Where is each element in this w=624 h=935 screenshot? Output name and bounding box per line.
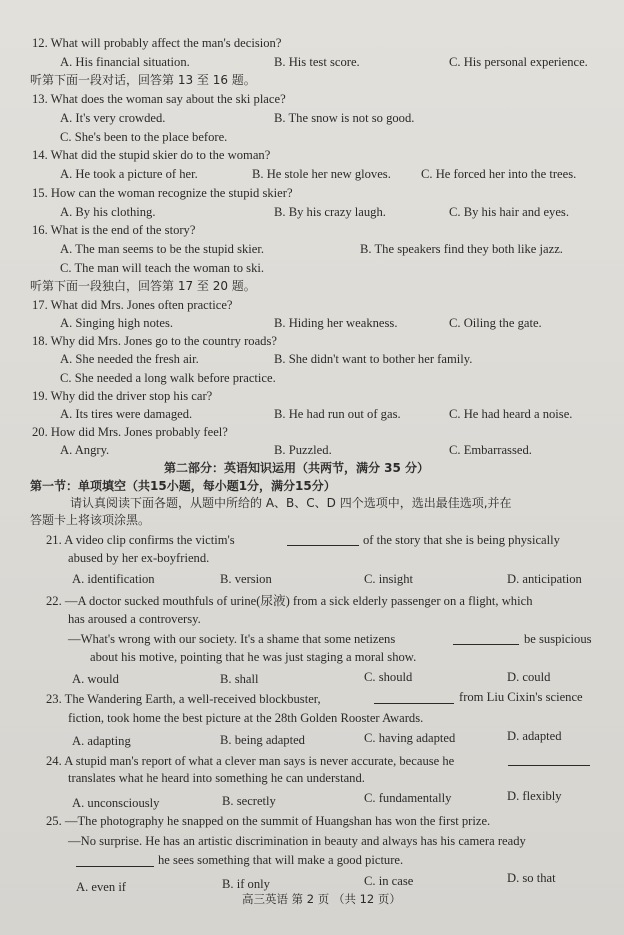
text-line-q21l1b: of the story that she is being physically: [363, 533, 560, 547]
text-line-q17a: A. Singing high notes.: [60, 316, 173, 330]
answer-blank-24: [508, 754, 590, 766]
text-line-q25l1: 25. —The photography he snapped on the summit of Huangshan has won the first prize.: [46, 814, 491, 828]
text-line-q23c: C. having adapted: [364, 731, 456, 745]
text-line-q23d: D. adapted: [507, 729, 562, 743]
text-line-q20b: B. Puzzled.: [274, 443, 332, 457]
text-line-q16: 16. What is the end of the story?: [32, 223, 196, 237]
text-line-q19c: C. He had heard a noise.: [449, 407, 573, 421]
text-line-q25l2: —No surprise. He has an artistic discrimination in beauty and always has his camera ready: [68, 834, 526, 848]
text-line-sec1: 第一节：单项填空（共15小题，每小题1分，满分15分）: [30, 479, 336, 493]
text-line-q13b: B. The snow is not so good.: [274, 111, 415, 125]
text-line-q22c: C. should: [364, 670, 413, 684]
text-line-q14b: B. He stole her new gloves.: [252, 167, 391, 181]
text-line-q22l3b: be suspicious: [524, 632, 592, 646]
text-line-q22l1: 22. —A doctor sucked mouthfuls of urine(尿液) from a sick elderly passenger on a flight, which: [46, 594, 533, 608]
text-line-q19b: B. He had run out of gas.: [274, 407, 401, 421]
text-line-q12b: B. His test score.: [274, 55, 360, 69]
text-line-instr1: 请认真阅读下面各题，从题中所给的 A、B、C、D 四个选项中，选出最佳选项,并在: [70, 496, 512, 510]
text-line-q13: 13. What does the woman say about the ski place?: [32, 92, 286, 106]
text-line-q20a: A. Angry.: [60, 443, 110, 457]
text-line-q15: 15. How can the woman recognize the stupid skier?: [32, 186, 293, 200]
text-line-q15b: B. By his crazy laugh.: [274, 205, 386, 219]
text-line-q21l2: abused by her ex-boyfriend.: [68, 551, 210, 565]
answer-blank-22: [453, 633, 519, 645]
text-line-q12c: C. His personal experience.: [449, 55, 588, 69]
answer-blank-23: [374, 692, 454, 704]
text-line-q24a: A. unconsciously: [72, 796, 160, 810]
text-line-d17: 听第下面一段独白，回答第 17 至 20 题。: [30, 279, 256, 293]
text-line-q22l4: about his motive, pointing that he was just staging a moral show.: [90, 650, 417, 664]
text-line-q25l3: he sees something that will make a good picture.: [158, 853, 404, 867]
text-line-q20: 20. How did Mrs. Jones probably feel?: [32, 425, 228, 439]
text-line-q18: 18. Why did Mrs. Jones go to the country roads?: [32, 334, 277, 348]
text-line-q12a: A. His financial situation.: [60, 55, 190, 69]
text-line-q22l3a: —What's wrong with our society. It's a shame that some netizens: [68, 632, 396, 646]
text-line-q21b: B. version: [220, 572, 272, 586]
text-line-q14a: A. He took a picture of her.: [60, 167, 198, 181]
text-line-q22a: A. would: [72, 672, 119, 686]
text-line-q24c: C. fundamentally: [364, 791, 452, 805]
text-line-q21c: C. insight: [364, 572, 413, 586]
text-line-q24d: D. flexibly: [507, 789, 562, 803]
text-line-q15c: C. By his hair and eyes.: [449, 205, 569, 219]
text-line-q18c: C. She needed a long walk before practice.: [60, 371, 276, 385]
text-line-q15a: A. By his clothing.: [60, 205, 156, 219]
text-line-q13a: A. It's very crowded.: [60, 111, 166, 125]
text-line-q25c: C. in case: [364, 874, 414, 888]
text-line-q24l1a: 24. A stupid man's report of what a clever man says is never accurate, because he: [46, 754, 455, 768]
text-line-q25b: B. if only: [222, 877, 270, 891]
text-line-q20c: C. Embarrassed.: [449, 443, 532, 457]
text-line-q16a: A. The man seems to be the stupid skier.: [60, 242, 265, 256]
text-line-instr2: 答题卡上将该项涂黑。: [30, 513, 151, 527]
text-line-q23l2: fiction, took home the best picture at the 28th Golden Rooster Awards.: [68, 711, 424, 725]
text-line-q12: 12. What will probably affect the man's decision?: [32, 36, 282, 50]
text-line-q19: 19. Why did the driver stop his car?: [32, 389, 213, 403]
text-line-q17c: C. Oiling the gate.: [449, 316, 542, 330]
text-line-q14: 14. What did the stupid skier do to the woman?: [32, 148, 271, 162]
text-line-q18a: A. She needed the fresh air.: [60, 352, 199, 366]
text-line-q25d: D. so that: [507, 871, 556, 885]
text-line-q23l1b: from Liu Cixin's science: [459, 690, 583, 704]
text-line-q17b: B. Hiding her weakness.: [274, 316, 398, 330]
text-line-q21d: D. anticipation: [507, 572, 582, 586]
text-line-q19a: A. Its tires were damaged.: [60, 407, 193, 421]
text-line-q21a: A. identification: [72, 572, 155, 586]
text-line-q13c: C. She's been to the place before.: [60, 130, 228, 144]
text-line-q16b: B. The speakers find they both like jazz.: [360, 242, 563, 256]
text-line-footer: 高三英语 第 2 页 （共 12 页）: [242, 892, 401, 906]
text-line-q18b: B. She didn't want to bother her family.: [274, 352, 473, 366]
text-line-q16c: C. The man will teach the woman to ski.: [60, 261, 265, 275]
text-line-q24l2: translates what he heard into something he can understand.: [68, 771, 365, 785]
text-line-q23a: A. adapting: [72, 734, 131, 748]
text-line-part2: 第二部分：英语知识运用（共两节，满分 35 分）: [164, 461, 430, 475]
text-line-q21l1a: 21. A video clip confirms the victim's: [46, 533, 235, 547]
text-line-q25a: A. even if: [76, 880, 127, 894]
text-line-q24b: B. secretly: [222, 794, 276, 808]
text-line-q22b: B. shall: [220, 672, 259, 686]
text-line-q14c: C. He forced her into the trees.: [421, 167, 577, 181]
text-line-q23l1a: 23. The Wandering Earth, a well-received blockbuster,: [46, 692, 321, 706]
answer-blank-21: [287, 534, 359, 546]
text-line-d13: 听第下面一段对话，回答第 13 至 16 题。: [30, 73, 256, 87]
text-line-q22l2: has aroused a controversy.: [68, 612, 201, 626]
text-line-q17: 17. What did Mrs. Jones often practice?: [32, 298, 233, 312]
text-line-q23b: B. being adapted: [220, 733, 305, 747]
answer-blank-25: [76, 855, 154, 867]
text-line-q22d: D. could: [507, 670, 551, 684]
